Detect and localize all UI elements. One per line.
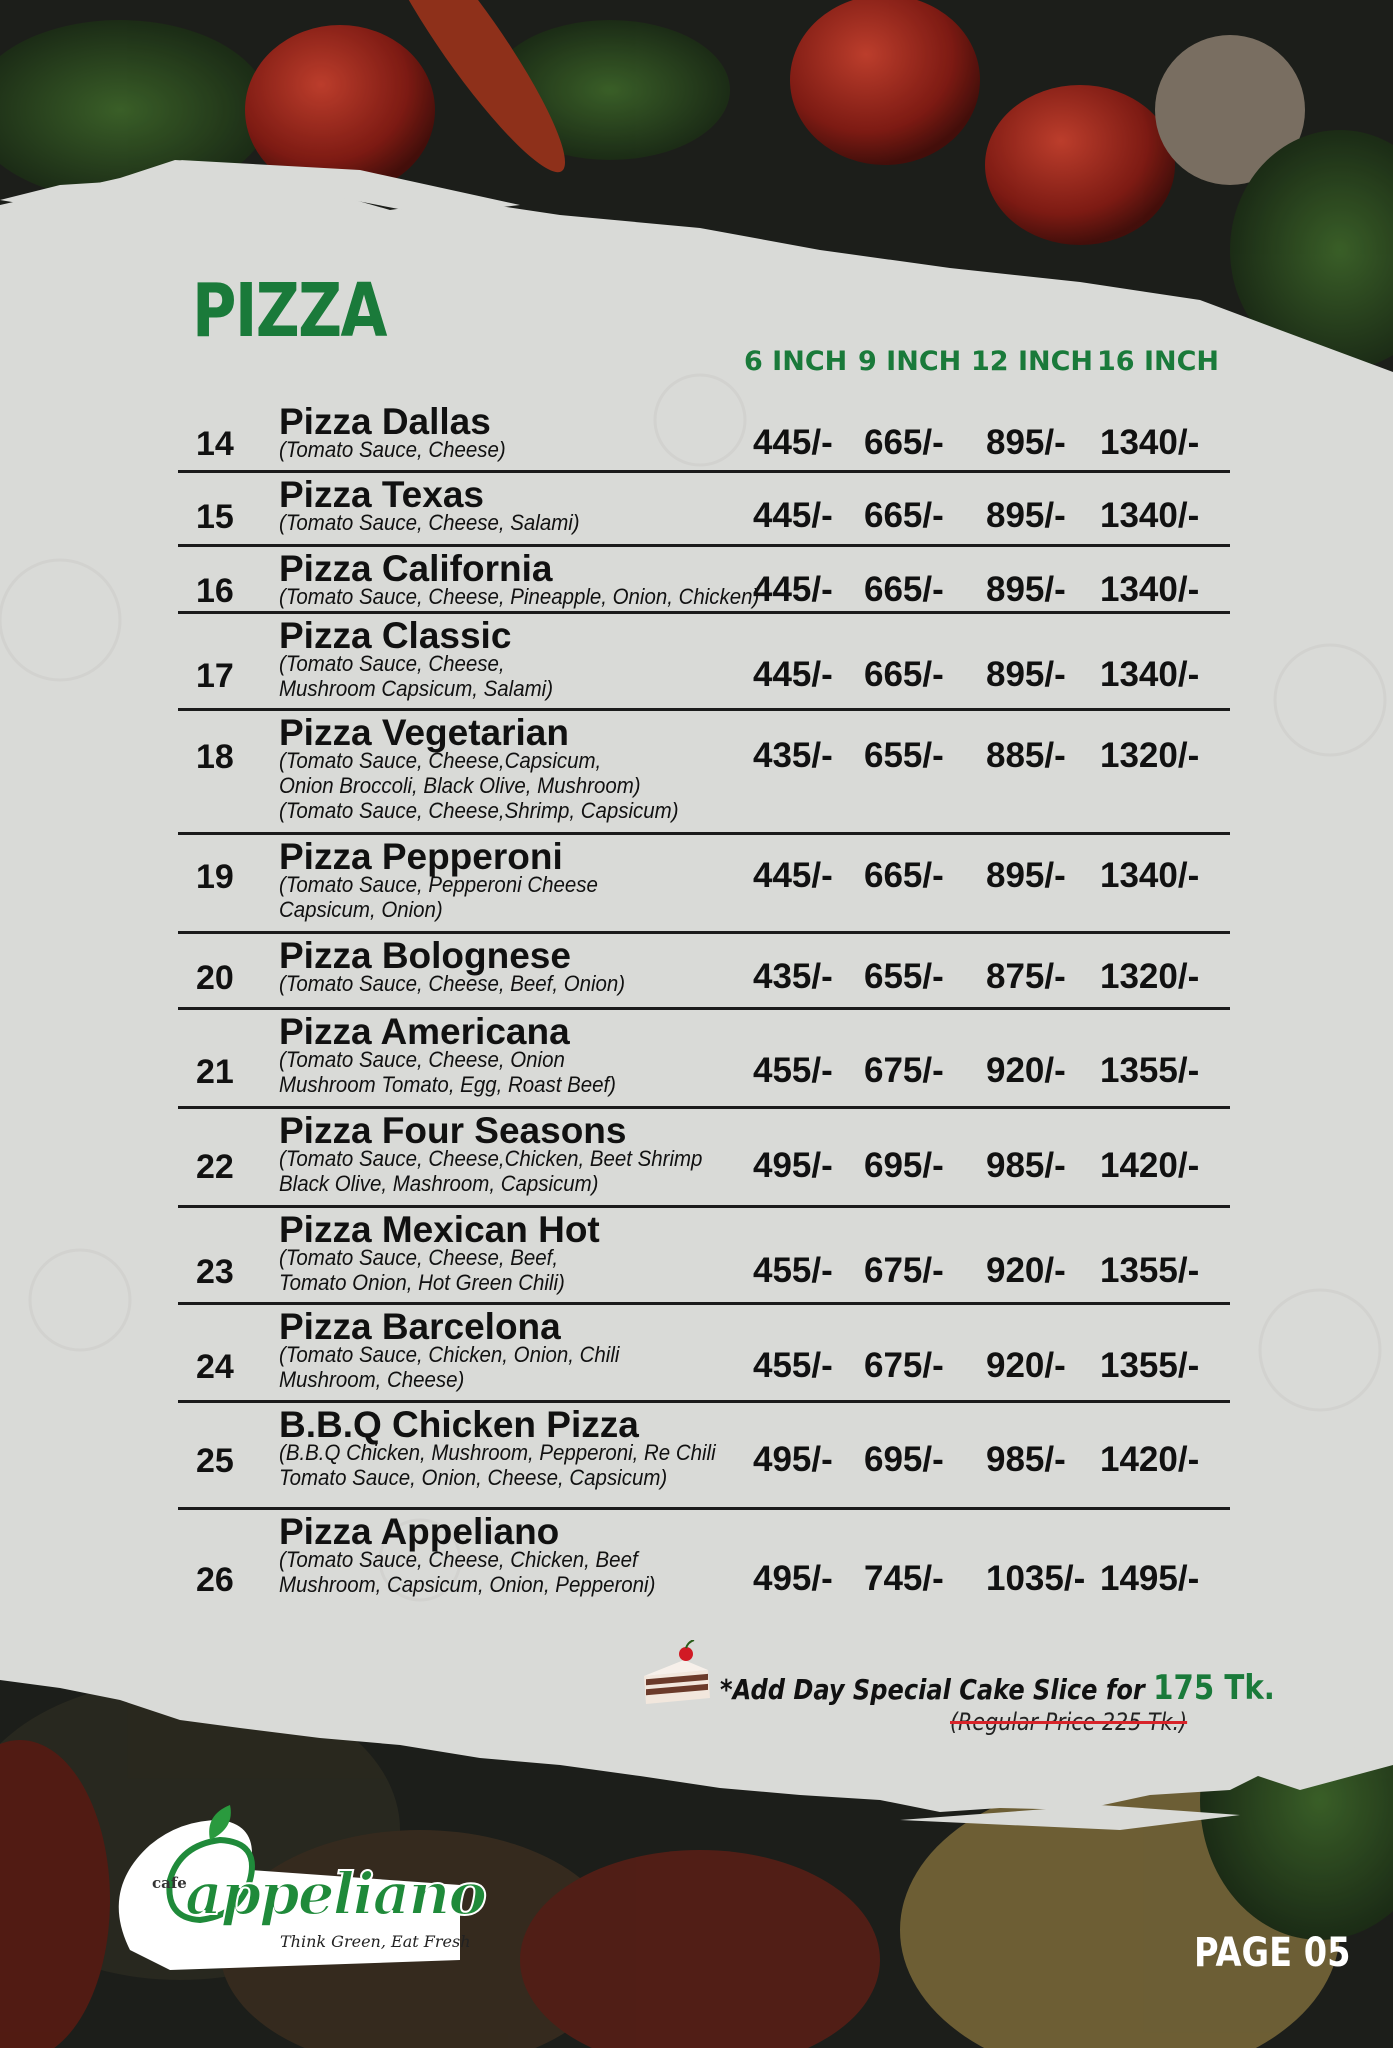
- page-number: PAGE 05: [1194, 1930, 1351, 1976]
- item-price-12-inch: 920/-: [986, 1346, 1066, 1385]
- item-name: Pizza Dallas: [279, 401, 491, 442]
- size-header-16-inch: 16 INCH: [1097, 346, 1220, 377]
- row-divider: [178, 1205, 1230, 1208]
- item-price-16-inch: 1420/-: [1100, 1146, 1200, 1185]
- item-price-9-inch: 745/-: [864, 1559, 944, 1598]
- menu-item-row: [178, 937, 1230, 1007]
- offer-price: 175 Tk.: [1153, 1668, 1275, 1708]
- item-price-12-inch: 920/-: [986, 1251, 1066, 1290]
- item-price-9-inch: 695/-: [864, 1146, 944, 1185]
- item-ingredients: (Tomato Sauce, Cheese, Chicken, Beef Mushroom, Capsicum, Onion, Pepperoni): [279, 1547, 656, 1597]
- item-name: Pizza Mexican Hot: [279, 1209, 600, 1250]
- item-number: 23: [196, 1253, 234, 1291]
- item-price-12-inch: 985/-: [986, 1146, 1066, 1185]
- item-price-16-inch: 1320/-: [1100, 957, 1200, 996]
- item-price-9-inch: 665/-: [864, 856, 944, 895]
- item-name: Pizza Appeliano: [279, 1511, 560, 1552]
- item-price-9-inch: 665/-: [864, 655, 944, 694]
- item-price-6-inch: 435/-: [753, 736, 833, 775]
- item-number: 15: [196, 498, 234, 536]
- item-price-16-inch: 1340/-: [1100, 423, 1200, 462]
- offer-text: *Add Day Special Cake Slice for: [720, 1673, 1154, 1706]
- item-price-6-inch: 495/-: [753, 1146, 833, 1185]
- size-header-9-inch: 9 INCH: [858, 346, 962, 377]
- item-number: 19: [196, 858, 234, 896]
- item-name: Pizza Pepperoni: [279, 836, 563, 877]
- item-name: Pizza California: [279, 548, 553, 589]
- menu-item-row: [178, 1211, 1230, 1307]
- item-price-12-inch: 885/-: [986, 736, 1066, 775]
- item-name: Pizza Barcelona: [279, 1306, 561, 1347]
- item-number: 25: [196, 1442, 234, 1480]
- item-price-6-inch: 495/-: [753, 1440, 833, 1479]
- item-number: 14: [196, 425, 234, 463]
- item-price-6-inch: 445/-: [753, 856, 833, 895]
- item-price-12-inch: 895/-: [986, 570, 1066, 609]
- item-price-16-inch: 1340/-: [1100, 496, 1200, 535]
- item-price-9-inch: 665/-: [864, 570, 944, 609]
- item-price-12-inch: 895/-: [986, 655, 1066, 694]
- item-number: 22: [196, 1148, 234, 1186]
- item-price-6-inch: 445/-: [753, 496, 833, 535]
- item-price-12-inch: 1035/-: [986, 1559, 1086, 1598]
- item-name: Pizza Classic: [279, 615, 512, 656]
- row-divider: [178, 1507, 1230, 1510]
- item-price-9-inch: 655/-: [864, 736, 944, 775]
- size-header-12-inch: 12 INCH: [971, 346, 1094, 377]
- item-price-16-inch: 1340/-: [1100, 856, 1200, 895]
- item-price-9-inch: 675/-: [864, 1346, 944, 1385]
- item-price-6-inch: 445/-: [753, 655, 833, 694]
- item-price-12-inch: 895/-: [986, 496, 1066, 535]
- cake-slice-icon: [638, 1640, 718, 1710]
- row-divider: [178, 931, 1230, 934]
- item-price-12-inch: 895/-: [986, 423, 1066, 462]
- menu-item-row: [178, 838, 1230, 930]
- logo-tagline: Think Green, Eat Fresh: [280, 1932, 471, 1951]
- item-price-6-inch: 445/-: [753, 570, 833, 609]
- item-price-16-inch: 1495/-: [1100, 1559, 1200, 1598]
- item-price-9-inch: 675/-: [864, 1051, 944, 1090]
- regular-price: (Regular Price 225 Tk.): [950, 1708, 1188, 1736]
- menu-item-row: [178, 1406, 1230, 1506]
- item-ingredients: (Tomato Sauce, Cheese, Beef, Tomato Onion, Hot Green Chili): [279, 1245, 565, 1295]
- item-price-16-inch: 1355/-: [1100, 1251, 1200, 1290]
- item-ingredients: (Tomato Sauce, Pepperoni Cheese Capsicum, Onion): [279, 872, 598, 922]
- menu-item-row: [178, 1308, 1230, 1402]
- item-price-16-inch: 1355/-: [1100, 1051, 1200, 1090]
- item-price-12-inch: 895/-: [986, 856, 1066, 895]
- menu-item-row: [178, 1112, 1230, 1204]
- item-price-6-inch: 495/-: [753, 1559, 833, 1598]
- menu-item-row: [178, 1013, 1230, 1109]
- item-price-6-inch: 445/-: [753, 423, 833, 462]
- row-divider: [178, 1400, 1230, 1403]
- item-price-16-inch: 1340/-: [1100, 570, 1200, 609]
- item-number: 17: [196, 657, 234, 695]
- menu-item-row: [178, 617, 1230, 711]
- item-ingredients: (Tomato Sauce, Cheese, Salami): [279, 510, 580, 535]
- item-price-12-inch: 875/-: [986, 957, 1066, 996]
- item-price-16-inch: 1340/-: [1100, 655, 1200, 694]
- row-divider: [178, 470, 1230, 473]
- menu-item-row: [178, 1513, 1230, 1609]
- item-price-6-inch: 455/-: [753, 1346, 833, 1385]
- menu-item-row: [178, 714, 1230, 834]
- item-price-16-inch: 1320/-: [1100, 736, 1200, 775]
- item-price-6-inch: 455/-: [753, 1051, 833, 1090]
- item-number: 18: [196, 738, 234, 776]
- row-divider: [178, 1106, 1230, 1109]
- row-divider: [178, 544, 1230, 547]
- item-number: 20: [196, 959, 234, 997]
- item-ingredients: (Tomato Sauce, Cheese, Pineapple, Onion, Chicken): [279, 584, 760, 609]
- size-header-6-inch: 6 INCH: [744, 346, 848, 377]
- item-price-12-inch: 985/-: [986, 1440, 1066, 1479]
- item-ingredients: (Tomato Sauce, Cheese, Beef, Onion): [279, 971, 626, 996]
- item-ingredients: (Tomato Sauce, Chicken, Onion, Chili Mushroom, Cheese): [279, 1342, 620, 1392]
- item-number: 16: [196, 572, 234, 610]
- section-title: PIZZA: [192, 268, 386, 354]
- row-divider: [178, 1302, 1230, 1305]
- item-price-9-inch: 675/-: [864, 1251, 944, 1290]
- menu-item-row: [178, 476, 1230, 534]
- item-price-16-inch: 1355/-: [1100, 1346, 1200, 1385]
- offer-note: [720, 1668, 1275, 1708]
- row-divider: [178, 708, 1230, 711]
- row-divider: [178, 832, 1230, 835]
- item-price-16-inch: 1420/-: [1100, 1440, 1200, 1479]
- item-name: B.B.Q Chicken Pizza: [279, 1404, 639, 1445]
- item-ingredients: (Tomato Sauce, Cheese,Chicken, Beet Shrimp Black Olive, Mashroom, Capsicum): [279, 1146, 703, 1196]
- item-number: 26: [196, 1561, 234, 1599]
- item-ingredients: (B.B.Q Chicken, Mushroom, Pepperoni, Re Chili Tomato Sauce, Onion, Cheese, Capsicum): [279, 1440, 716, 1490]
- item-price-9-inch: 655/-: [864, 957, 944, 996]
- row-divider: [178, 1007, 1230, 1010]
- item-price-12-inch: 920/-: [986, 1051, 1066, 1090]
- row-divider: [178, 611, 1230, 614]
- logo-name: appeliano: [185, 1860, 486, 1928]
- item-number: 24: [196, 1348, 234, 1386]
- item-price-9-inch: 695/-: [864, 1440, 944, 1479]
- item-name: Pizza Bolognese: [279, 935, 571, 976]
- menu-item-row: [178, 550, 1230, 608]
- item-ingredients: (Tomato Sauce, Cheese): [279, 437, 506, 462]
- item-price-6-inch: 455/-: [753, 1251, 833, 1290]
- item-number: 21: [196, 1053, 234, 1091]
- item-name: Pizza Texas: [279, 474, 484, 515]
- menu-item-row: [178, 403, 1230, 461]
- item-price-9-inch: 665/-: [864, 423, 944, 462]
- item-price-6-inch: 435/-: [753, 957, 833, 996]
- item-ingredients: (Tomato Sauce, Cheese,Capsicum, Onion Broccoli, Black Olive, Mushroom) (Tomato Sauce, Cheese,Shrimp, Capsicum): [279, 748, 679, 823]
- item-price-9-inch: 665/-: [864, 496, 944, 535]
- item-ingredients: (Tomato Sauce, Cheese, Mushroom Capsicum, Salami): [279, 651, 554, 701]
- item-ingredients: (Tomato Sauce, Cheese, Onion Mushroom Tomato, Egg, Roast Beef): [279, 1047, 616, 1097]
- item-name: Pizza Americana: [279, 1011, 570, 1052]
- item-name: Pizza Vegetarian: [279, 712, 569, 753]
- item-name: Pizza Four Seasons: [279, 1110, 627, 1151]
- logo-prefix: cafe: [152, 1874, 187, 1892]
